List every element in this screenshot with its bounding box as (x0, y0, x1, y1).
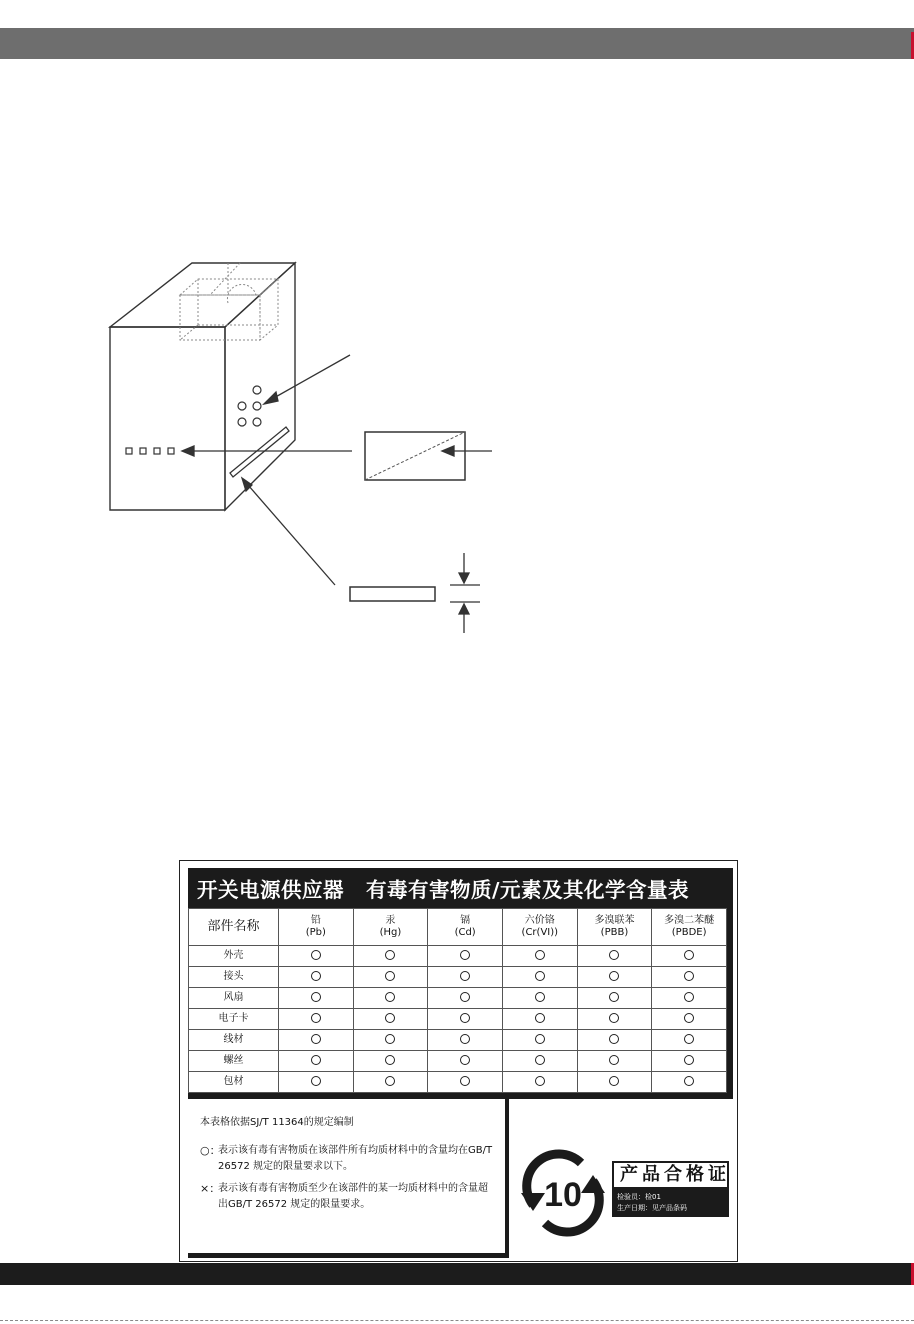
circle-icon (609, 1034, 619, 1044)
circle-icon (460, 1055, 470, 1065)
certificate-info (612, 1189, 729, 1217)
circle-icon (385, 1034, 395, 1044)
part-name: 线材 (189, 1030, 279, 1051)
part-name: 接头 (189, 967, 279, 988)
circle-icon (535, 971, 545, 981)
circle-icon (460, 1034, 470, 1044)
table-row (189, 988, 727, 1009)
thickness-bar (350, 587, 435, 601)
circle-icon (609, 950, 619, 960)
circle-icon (684, 992, 694, 1002)
circle-icon (460, 1076, 470, 1086)
circle-icon (609, 971, 619, 981)
part-name: 电子卡 (189, 1009, 279, 1030)
circle-icon (684, 1055, 694, 1065)
circle-icon (385, 971, 395, 981)
cross-note (200, 1181, 495, 1213)
table-row (189, 946, 727, 967)
col-header: 多溴二苯醚 (PBDE) (652, 909, 727, 946)
circle-icon (311, 1034, 321, 1044)
part-name: 螺丝 (189, 1051, 279, 1072)
label-slot (230, 427, 289, 477)
box-front (110, 327, 225, 510)
title-right: 有毒有害物质/元素及其化学含量表 (366, 878, 689, 902)
circle-note-text: 表示该有毒有害物质在该部件所有均质材料中的含量均在GB/T 26572 规定的限量要求以下。 (218, 1145, 493, 1172)
circle-icon (385, 1013, 395, 1023)
circle-icon (311, 1055, 321, 1065)
circle-icon (535, 1034, 545, 1044)
efup-number: 10 (544, 1176, 582, 1214)
fan-outline (180, 263, 278, 340)
logo-area (509, 1099, 733, 1258)
side-holes (238, 386, 261, 426)
table-row (189, 1072, 727, 1093)
circle-icon (385, 1076, 395, 1086)
circle-icon (609, 1055, 619, 1065)
cross-note-text: 表示该有毒有害物质至少在该部件的某一均质材料中的含量超出GB/T 26572 规定的限量要求。 (218, 1183, 488, 1210)
circle-icon (460, 1013, 470, 1023)
circle-icon (684, 950, 694, 960)
circle-icon (535, 950, 545, 960)
table-row (189, 1051, 727, 1072)
header-bar (0, 28, 914, 59)
circle-icon (684, 1013, 694, 1023)
inspector-text: 检验员：检01 (617, 1193, 661, 1201)
circle-symbol: ○： (200, 1144, 221, 1157)
efup-10-icon (519, 1149, 607, 1237)
part-name: 风扇 (189, 988, 279, 1009)
circle-icon (535, 1076, 545, 1086)
certificate-title: 产品合格证 (612, 1161, 729, 1189)
front-vents (126, 448, 174, 454)
panel-title (188, 868, 733, 908)
circle-icon (460, 950, 470, 960)
col-header: 六价铬 (Cr(VI)) (502, 909, 577, 946)
table-header-row (189, 909, 727, 946)
circle-icon (311, 992, 321, 1002)
table-row (189, 967, 727, 988)
circle-icon (311, 971, 321, 981)
circle-icon (535, 1013, 545, 1023)
circle-note (200, 1143, 495, 1175)
substance-table (188, 908, 727, 1093)
circle-icon (684, 971, 694, 981)
circle-icon (311, 950, 321, 960)
col-header: 镉 (Cd) (428, 909, 503, 946)
date-text: 生产日期：见产品条码 (617, 1204, 687, 1212)
notes-heading: 本表格依据SJ/T 11364的规定编制 (200, 1117, 354, 1128)
table-row (189, 1009, 727, 1030)
col-header: 多溴联苯 (PBB) (577, 909, 652, 946)
title-left: 开关电源供应器 (197, 878, 344, 902)
circle-icon (460, 992, 470, 1002)
circle-icon (535, 1055, 545, 1065)
certificate-label (612, 1161, 729, 1217)
col-header: 铅 (Pb) (279, 909, 354, 946)
circle-icon (460, 971, 470, 981)
circle-icon (684, 1076, 694, 1086)
hazardous-substance-panel (179, 860, 738, 1262)
page-cut-line (0, 1320, 914, 1321)
circle-icon (385, 992, 395, 1002)
circle-icon (311, 1013, 321, 1023)
circle-icon (609, 1013, 619, 1023)
power-supply-diagram (100, 255, 500, 635)
circle-icon (684, 1034, 694, 1044)
circle-icon (385, 950, 395, 960)
col-header: 汞 (Hg) (353, 909, 428, 946)
table-row (189, 1030, 727, 1051)
cross-symbol: ×： (200, 1182, 221, 1195)
part-name: 包材 (189, 1072, 279, 1093)
circle-icon (385, 1055, 395, 1065)
part-name: 外壳 (189, 946, 279, 967)
circle-icon (609, 1076, 619, 1086)
circle-icon (609, 992, 619, 1002)
notes-box (188, 1099, 505, 1253)
circle-icon (311, 1076, 321, 1086)
circle-icon (535, 992, 545, 1002)
footer-bar (0, 1263, 914, 1285)
part-header: 部件名称 (189, 909, 279, 946)
